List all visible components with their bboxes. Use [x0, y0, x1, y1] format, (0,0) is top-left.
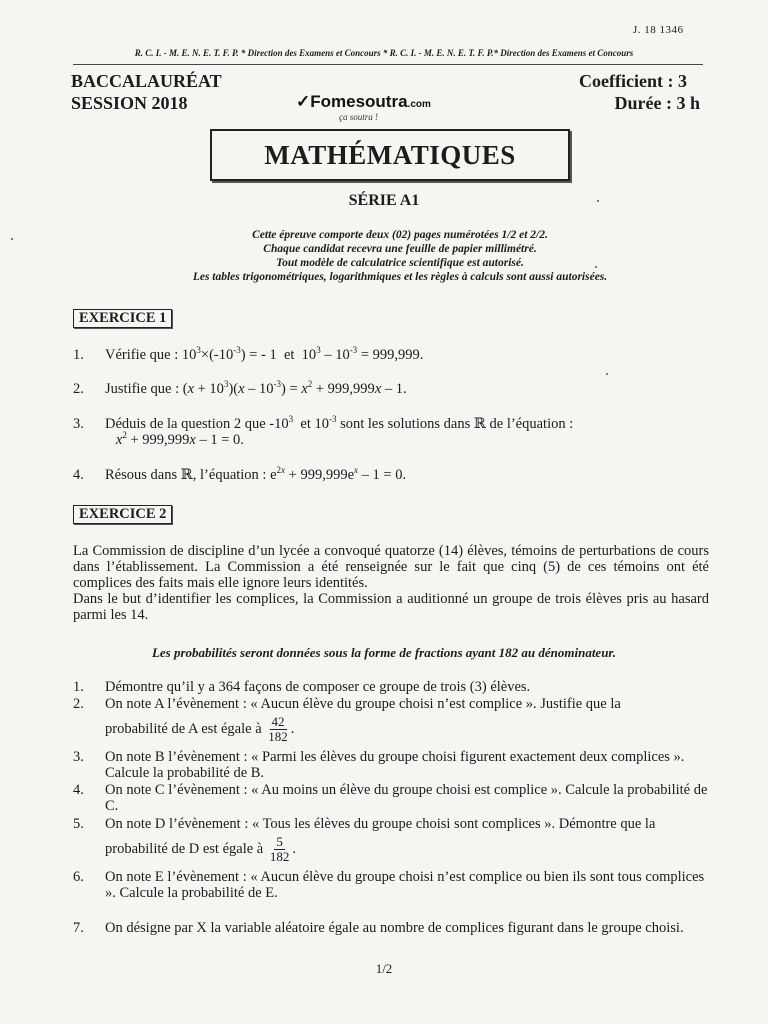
- logo-tagline: ça soutra !: [339, 112, 378, 122]
- exam-coefficient: Coefficient : 3: [579, 71, 687, 91]
- question-number: 4.: [73, 467, 84, 483]
- exam-name: BACCALAURÉAT: [71, 71, 222, 91]
- fraction-denominator: 182: [269, 849, 290, 864]
- question-text: Résous dans ℝ, l’équation : $e^{2x} + 999,999e^x - 1 = 0$.: [105, 465, 407, 483]
- question-number: 3.: [73, 749, 84, 765]
- page-number: 1/2: [375, 961, 393, 976]
- exercise-2-label: EXERCICE 2: [73, 505, 172, 524]
- question-text: On note E l’évènement : « Aucun élève du groupe choisi n’est complice ou bien ils sont tous complices ». Calcule la probabilité de E.: [105, 869, 705, 901]
- question-text: Démontre qu’il y a 364 façons de composer ce groupe de trois (3) élèves.: [105, 679, 531, 695]
- question-number: 1.: [73, 347, 84, 363]
- question-text: On désigne par X la variable aléatoire égale au nombre de complices figurant dans le groupe choisi.: [105, 920, 684, 936]
- question-number: 2.: [73, 381, 84, 397]
- question-text-line: On note D l’évènement : « Tous les élèves du groupe choisi sont complices ». Démontre que la: [105, 816, 656, 832]
- header-divider: [73, 64, 703, 65]
- question-number: 2.: [73, 696, 84, 712]
- fraction-denominator: 182: [268, 729, 288, 744]
- question-text: On note D l’évènement : « Tous les élèves du groupe choisi sont complices ». Démontre que la probabilité de D est égale à $\frac{5}{182}$ .: [105, 816, 656, 864]
- instruction-line: Chaque candidat recevra une feuille de papier millimétré.: [263, 243, 537, 255]
- question-number: 7.: [73, 920, 84, 936]
- question-number: 6.: [73, 869, 84, 885]
- question-text: Justifie que : $(x + 10^3)(x - 10^{-3}) = x^2 + 999,999x - 1$.: [105, 379, 407, 397]
- exam-duration: Durée : 3 h: [614, 93, 700, 113]
- fraction-numerator: 5: [276, 834, 283, 849]
- site-logo: [296, 92, 431, 112]
- scan-speck: [595, 266, 597, 268]
- exam-instructions: [100, 228, 700, 284]
- question-number: 4.: [73, 782, 84, 798]
- instruction-line: Cette épreuve comporte deux (02) pages numérotées 1/2 et 2/2.: [252, 229, 548, 241]
- question-text: On note C l’évènement : « Au moins un élève du groupe choisi est complice ». Calcule la probabilité de C.: [105, 782, 708, 814]
- document-code: J. 18 1346: [633, 24, 684, 36]
- instruction-line: Tout modèle de calculatrice scientifique est autorisé.: [276, 257, 524, 269]
- fraction-numerator: 42: [271, 714, 285, 729]
- ministry-line: R. C. I. - M. E. N. E. T. F. P. * Direction des Examens et Concours * R. C. I. - M. E. N. E. T. F. P.* Direction des Examens et Concours: [134, 48, 634, 58]
- question-text-line: On note A l’évènement : « Aucun élève du groupe choisi n’est complice ». Justifie que la: [105, 696, 621, 712]
- intro-paragraph: Dans le but d’identifier les complices, la Commission a auditionné un groupe de trois élèves pris au hasard parmi les 14.: [73, 591, 709, 623]
- fraction: [266, 715, 290, 744]
- subject-title: MATHÉMATIQUES: [264, 139, 516, 170]
- question-text: On note B l’évènement : « Parmi les élèves du groupe choisi figurent exactement deux complices ». Calcule la probabilité de B.: [105, 749, 685, 781]
- question-number: 3.: [73, 416, 84, 432]
- question-number: 5.: [73, 816, 84, 832]
- question-number: 1.: [73, 679, 84, 695]
- probability-instruction: Les probabilités seront données sous la forme de fractions ayant 182 au dénominateur.: [151, 645, 617, 660]
- exercise-2-introduction: [73, 543, 709, 623]
- scan-speck: [606, 373, 608, 375]
- series-title: SÉRIE A1: [348, 192, 420, 209]
- exercise-1-label: EXERCICE 1: [73, 309, 172, 328]
- logo-suffix: .com: [407, 99, 431, 110]
- scan-speck: [11, 238, 13, 240]
- scan-speck: [597, 200, 599, 202]
- question-text-line: probabilité de A est égale à: [105, 720, 262, 737]
- logo-check-icon: ✓: [296, 92, 311, 111]
- subject-title-box: [210, 129, 570, 181]
- question-text: Déduis de la question 2 que $-10^3$ et $10^{-3}$ sont les solutions dans ℝ de l’équation : $x^2 + 999,999x - 1 = 0$.: [105, 414, 574, 448]
- question-text: On note A l’évènement : « Aucun élève du groupe choisi n’est complice ». Justifie que la probabilité de A est égale à $\frac{42}{182}$ .: [105, 696, 621, 744]
- question-text: Vérifie que : $10^3\times(-10^{-3})$ = - 1 et $10^3 - 10^{-3} = 999,999$.: [105, 345, 424, 363]
- question-text-line: probabilité de D est égale à: [105, 840, 264, 857]
- instruction-line: Les tables trigonométriques, logarithmiques et les règles à calculs sont aussi autorisées.: [192, 271, 608, 283]
- intro-paragraph: La Commission de discipline d’un lycée a convoqué quatorze (14) élèves, témoins de perturbations de cours dans l’établissement. La Commission a été renseignée sur le fait que cinq (5) de ces témoins ont été complices des faits mais elle ignore leurs identités.: [73, 543, 709, 591]
- exam-session: SESSION 2018: [71, 93, 188, 113]
- fraction: [268, 835, 292, 864]
- logo-text: Fomesoutra: [310, 92, 408, 111]
